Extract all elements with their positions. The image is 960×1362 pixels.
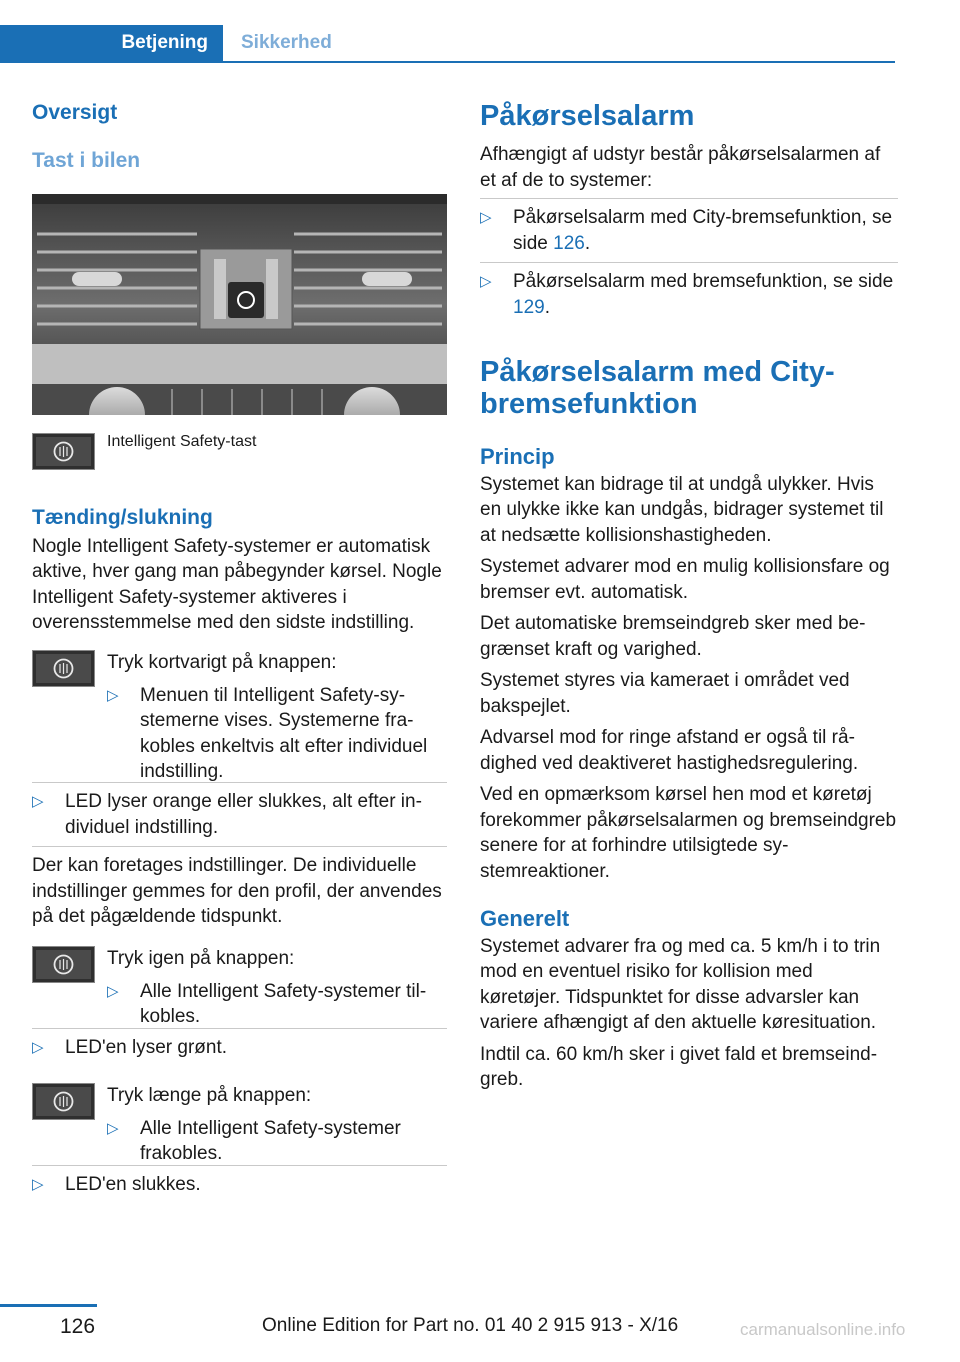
page-link-129[interactable]: 129 (513, 296, 545, 318)
step1-bullet1: Menuen til Intelligent Safety-systemerne vises. Systemerne frakobles enkeltvis alt efter individuel indstilling. (140, 684, 428, 782)
divider (32, 1028, 447, 1029)
step2-content (107, 946, 447, 1030)
heading-generelt: Generelt (480, 906, 570, 931)
list-item (480, 205, 898, 256)
dashboard-photo (32, 194, 447, 415)
step1-paragraph: Der kan foretages indstillinger. De individuelle indstillinger gemmes for den profil, der anvendes på det pågældende tidspunkt. (32, 855, 442, 927)
step2-title: Tryk igen på knappen: (107, 948, 295, 969)
generelt-g2: Indtil ca. 60 km/h sker i givet fald et bremseindgreb. (480, 1043, 878, 1090)
right-column (480, 100, 898, 1093)
step3-more (32, 1165, 447, 1198)
divider (32, 782, 447, 783)
bullet-period: . (544, 296, 550, 318)
step1-title: Tryk kortvarigt på knappen: (107, 652, 337, 673)
list-item (32, 1172, 447, 1198)
tab-sikkerhed[interactable]: Sikkerhed (241, 32, 332, 53)
safety-button-icon (32, 1083, 95, 1120)
step3-title: Tryk længe på knappen: (107, 1085, 312, 1106)
triangle-bullet-icon: ▷ (107, 1119, 119, 1137)
princip-p4: Systemet styres via kameraet i området ved bakspejlet. (480, 670, 850, 717)
heading-paakoerselsalarm: Påkørselsalarm (480, 100, 695, 132)
page-number: 126 (60, 1315, 96, 1338)
list-item (32, 1035, 447, 1061)
step2-bullet1: Alle Intelligent Safety-systemer tilkobles. (140, 980, 427, 1027)
intro-paragraph: Afhængigt af udstyr består påkørselsalarmen af et af de to systemer: (480, 144, 881, 191)
step2-more (32, 1028, 447, 1061)
footer-line (0, 1304, 97, 1307)
safety-button-icon (32, 946, 95, 983)
step3-content (107, 1083, 447, 1167)
list-item (480, 269, 898, 320)
step1-bullet2: LED lyser orange eller slukkes, alt efter individuel indstilling. (65, 791, 422, 838)
section-taending (32, 505, 447, 636)
divider (32, 846, 447, 847)
list-item (107, 683, 447, 785)
paragraph-taending: Nogle Intelligent Safety-systemer er automatisk aktive, hver gang man påbegynder kørsel. Nogle Intelligent Safety-systemer aktiveres i overensstemmelse med den sidste indstilling. (32, 535, 442, 633)
generelt-g1: Systemet advarer fra og med ca. 5 km/h i to trin mod en eventuel risiko for kollision med køretøjer. Tidspunktet for disse advarsler kan variere afhængigt af den aktuelle køresituation. (480, 935, 881, 1033)
list-item (107, 979, 447, 1030)
caption-text: Intelligent Safety-tast (107, 433, 257, 450)
bullet-city-text: Påkørselsalarm med City-bremsefunktion, se side (513, 207, 893, 254)
list-item (107, 1116, 447, 1167)
page-link-126[interactable]: 126 (553, 232, 585, 254)
princip-p1: Systemet kan bidrage til at undgå ulykker. Hvis en ulykke ikke kan undgås, bidrager systemet til at nedsætte kollisionshastigheden. (480, 473, 884, 546)
heading-city-bremsefunktion: Påkørselsalarm med City-bremsefunktion (480, 356, 835, 420)
heading-taending-slukning: Tænding/slukning (32, 506, 213, 529)
tab-betjening[interactable]: Betjening (0, 25, 223, 61)
divider (32, 1165, 447, 1166)
triangle-bullet-icon: ▷ (480, 209, 492, 226)
step2-bullet2: LED'en lyser grønt. (65, 1037, 228, 1058)
step1-more (32, 782, 447, 930)
list-item (32, 789, 447, 840)
step1-content (107, 650, 447, 785)
princip-p6: Ved en opmærksom kørsel hen mod et køretøj forekommer påkørselsalarmen og bremseindgreb senere for at forhindre utilsigtede systemreaktioner. (480, 784, 897, 882)
safety-button-icon (32, 650, 95, 687)
edition-text: Online Edition for Part no. 01 40 2 915 913 - X/16 (262, 1315, 679, 1336)
divider (480, 262, 898, 263)
step3-bullet2: LED'en slukkes. (65, 1174, 201, 1195)
princip-p2: Systemet advarer mod en mulig kollisionsfare og bremser evt. automatisk. (480, 556, 890, 603)
watermark: carmanualsonline.info (740, 1320, 906, 1339)
bullet-period: . (584, 232, 591, 254)
heading-tast-i-bilen: Tast i bilen (32, 148, 141, 172)
princip-p3: Det automatiske bremseindgreb sker med begrænset kraft og varighed. (480, 613, 866, 660)
triangle-bullet-icon: ▷ (107, 982, 119, 1000)
princip-p5: Advarsel mod for ringe afstand er også til rådighed ved deaktiveret hastighedsregulering. (480, 727, 859, 774)
heading-oversigt: Oversigt (32, 101, 118, 124)
step3-bullet1: Alle Intelligent Safety-systemer frakobles. (140, 1117, 401, 1164)
divider (480, 198, 898, 199)
triangle-bullet-icon: ▷ (107, 686, 119, 704)
safety-button-icon (32, 433, 95, 470)
bullet-brake-text: Påkørselsalarm med bremsefunktion, se side (513, 271, 894, 292)
triangle-bullet-icon: ▷ (32, 793, 44, 810)
triangle-bullet-icon: ▷ (32, 1039, 44, 1056)
heading-princip: Princip (480, 444, 555, 469)
header-tabbar (0, 25, 895, 63)
triangle-bullet-icon: ▷ (32, 1176, 44, 1193)
triangle-bullet-icon: ▷ (480, 273, 492, 290)
left-column-top (32, 100, 447, 173)
